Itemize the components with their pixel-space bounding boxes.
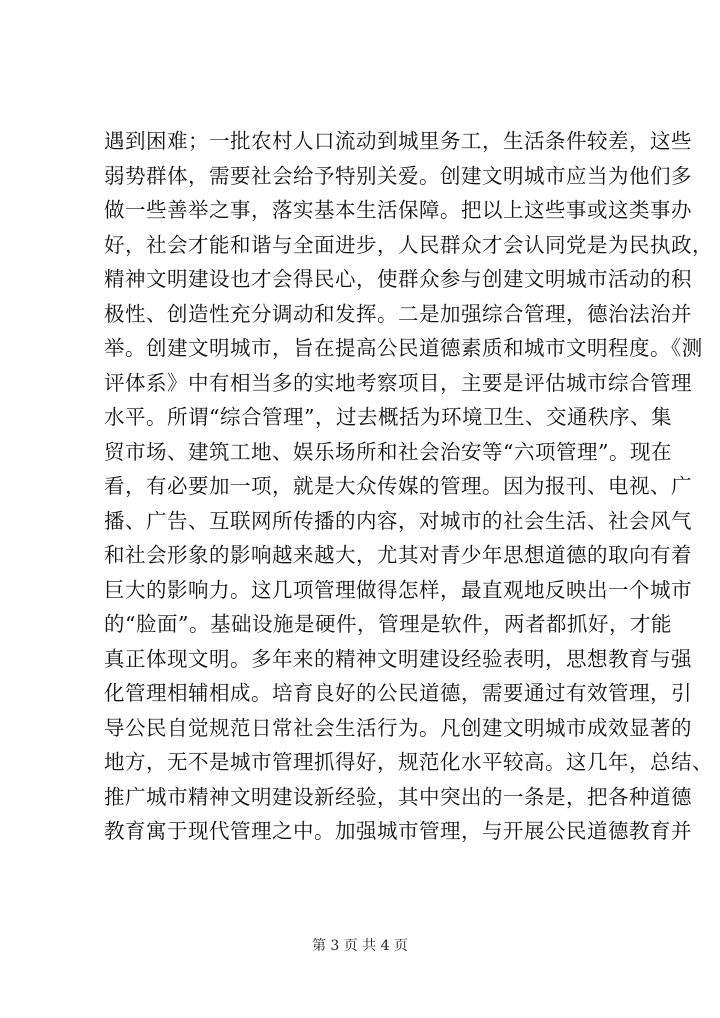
text-line: 看，有必要加一项，就是大众传媒的管理。因为报刊、电视、广 [104,474,692,498]
text-line: 好，社会才能和谐与全面进步，人民群众才会认同党是为民执政， [104,232,713,257]
text-line: 教育寓于现代管理之中。加强城市管理，与开展公民道德教育并 [104,819,692,843]
text-line: 遇到困难；一批农村人口流动到城里务工，生活条件较差，这些 [104,129,692,153]
text-line: 举。创建文明城市，旨在提高公民道德素质和城市文明程度。《测 [104,336,703,360]
text-line: 地方，无不是城市管理抓得好，规范化水平较高。这几年，总结、 [104,750,713,774]
text-line: 播、广告、互联网所传播的内容，对城市的社会生活、社会风气 [104,508,692,533]
text-line: 推广城市精神文明建设新经验，其中突出的一条是，把各种道德 [104,784,692,809]
text-line: 做一些善举之事，落实基本生活保障。把以上这些事或这类事办 [104,198,692,222]
text-line: 精神文明建设也才会得民心，使群众参与创建文明城市活动的积 [104,267,692,291]
text-line: 巨大的影响力。这几项管理做得怎样，最直观地反映出一个城市 [104,577,692,602]
text-line: 化管理相辅相成。培育良好的公民道德，需要通过有效管理，引 [104,681,692,705]
text-line: 的“脸面”。基础设施是硬件，管理是软件，两者都抓好，才能 [104,612,672,636]
text-line: 评体系》中有相当多的实地考察项目，主要是评估城市综合管理 [104,370,692,395]
text-line: 水平。所谓“综合管理”，过去概括为环境卫生、交通秩序、集 [104,405,672,429]
text-line: 和社会形象的影响越来越大，尤其对青少年思想道德的取向有着 [104,543,692,567]
body-text [104,124,713,849]
text-line: 真正体现文明。多年来的精神文明建设经验表明，思想教育与强 [104,646,692,671]
page-number-footer: 第 3 页 共 4 页 [311,938,409,954]
text-line: 极性、创造性充分调动和发挥。二是加强综合管理，德治法治并 [104,301,692,326]
text-line: 弱势群体，需要社会给予特别关爱。创建文明城市应当为他们多 [104,163,692,188]
text-line: 贸市场、建筑工地、娱乐场所和社会治安等“六项管理”。现在 [104,439,672,464]
text-line: 导公民自觉规范日常社会生活行为。凡创建文明城市成效显著的 [104,715,692,740]
